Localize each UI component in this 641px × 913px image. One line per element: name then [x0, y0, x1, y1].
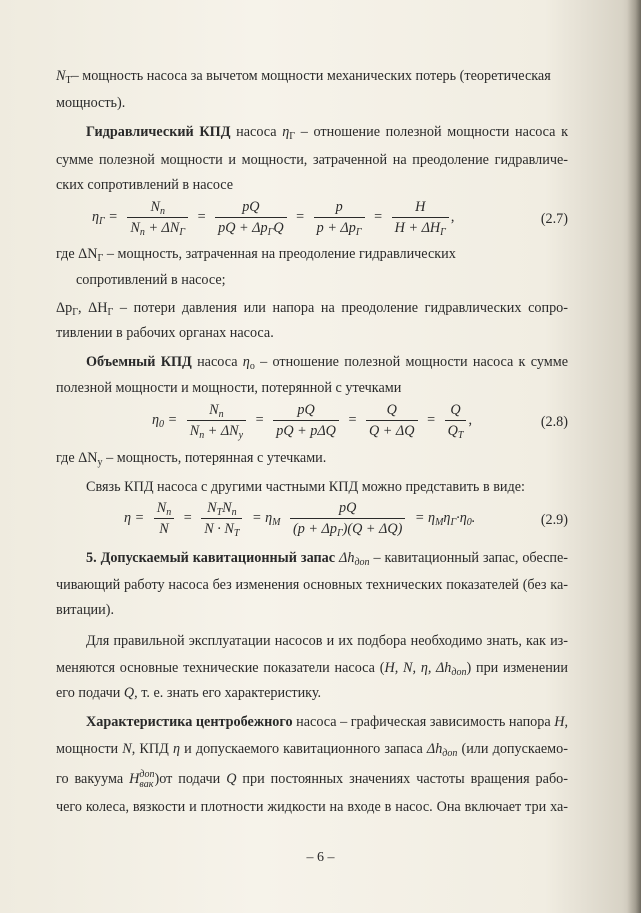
text-line: чего колеса, вязкости и плотности жидкости на входе в насос. Она включает три ха-	[56, 799, 568, 815]
heading-cavitation-margin: 5. Допускаемый кавитационный запас	[86, 550, 336, 566]
text-line: Связь КПД насоса с другими частными КПД можно представить в виде:	[86, 479, 525, 495]
term-volumetric-efficiency: Объемный КПД	[86, 354, 192, 370]
text-line: витации).	[56, 602, 115, 618]
text-line: где $\Delta N_Г$ – мощность, затраченная на преодоление гидравлических	[56, 246, 456, 264]
text-line: тивлении в рабочих органах насоса.	[56, 325, 274, 341]
text-line: Для правильной эксплуатации насосов и их подбора необходимо знать, как из-	[86, 633, 568, 649]
text-line: мощности N, КПД η и допускаемого кавитационного запаса $\Delta h_{доп}$ (или допускаемо-	[56, 741, 568, 759]
text-line: $N_Т-$ мощность насоса за вычетом мощности механических потерь (теоретическая	[56, 68, 551, 86]
text-line: полезной мощности и мощности, потерянной с утечками	[56, 380, 402, 396]
text-line: Гидравлический КПД насоса $\eta_Г$ – отношение полезной мощности насоса к	[86, 124, 569, 142]
equation-number: (2.9)	[540, 512, 568, 528]
text-line: ских сопротивлений в насосе	[56, 177, 234, 193]
equation-2-7: $\eta_Г$ = $\frac{N_п}{N_п + \Delta N_Г}$ = $\frac{pQ}{pQ + \Delta p_ГQ}$ = $\frac{p}{p + \Delta p_Г}$ = $\frac{H}{H + \Delta H_Г}$ , (2.7)	[92, 199, 568, 238]
text-line: сумме полезной мощности и мощности, затраченной на преодоление гидравличе-	[56, 152, 568, 168]
text-line: где $\Delta N_у$ – мощность, потерянная с утечками.	[56, 450, 327, 468]
text-line: мощность).	[56, 95, 126, 111]
equation-number: (2.7)	[540, 211, 568, 227]
equation-2-9: η = $\frac{N_п}{N}$ = $\frac{N_ТN_п}{N \cdot N_Т}$ = $\eta_М$ $\frac{pQ}{(p + \Delta p_Г)(Q + \Delta Q)}$ = $\eta_М\eta_Г\cdot\eta_0$. (2.9)	[124, 500, 568, 539]
text-line: го вакуума Hдоп вак)от подачи Q при постоянных значениях частоты вращения рабо-	[56, 768, 568, 790]
term-hydraulic-efficiency: Гидравлический КПД	[86, 124, 231, 140]
equation-number: (2.8)	[540, 414, 568, 430]
text-line: $\Delta p_Г$, $\Delta H_Г$ – потери давления или напора на преодоление гидравлических сопро-	[56, 300, 568, 318]
text-line: Характеристика центробежного насоса – графическая зависимость напора H,	[86, 714, 569, 730]
text-line: меняются основные технические показатели насоса (H, N, η, $\Delta h_{доп}$) при изменении	[56, 660, 568, 678]
text-line: Объемный КПД насоса $\eta_о$ – отношение полезной мощности насоса к сумме	[86, 354, 569, 372]
equation-2-8: $\eta_0$ = $\frac{N_п}{N_п + \Delta N_у}$ = $\frac{pQ}{\text{pQ + pΔQ}}$ = $\frac{Q}{Q + \Delta Q}$ = $\frac{Q}{Q_Т}$ , (2.8)	[152, 402, 568, 441]
text-line: сопротивлений в насосе;	[76, 272, 226, 288]
text-line: его подачи Q, т. е. знать его характеристику.	[56, 685, 322, 701]
text-line: чивающий работу насоса без изменения основных технических показателей (без ка-	[56, 577, 568, 593]
text-line: 5. Допускаемый кавитационный запас $\Delta h_{доп}$ – кавитационный запас, обеспе-	[86, 550, 569, 568]
page-number: – 6 –	[306, 850, 335, 865]
term-centrifugal-characteristic: Характеристика центробежного	[86, 714, 293, 730]
book-spine-shadow	[627, 0, 641, 913]
